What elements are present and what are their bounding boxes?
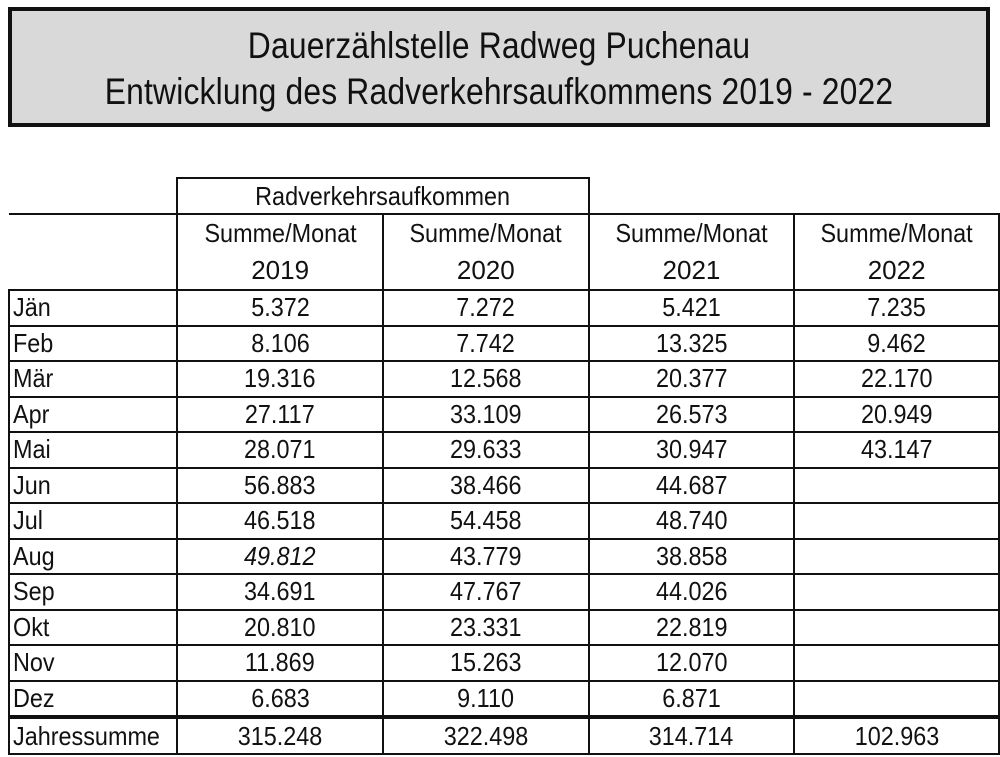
value-cell <box>794 574 999 610</box>
month-label: Jul <box>9 503 177 539</box>
traffic-table <box>8 177 1000 755</box>
month-label: Sep <box>9 574 177 610</box>
table-row <box>9 326 999 362</box>
column-header-2022: Summe/Monat 2022 <box>794 214 999 290</box>
month-label: Aug <box>9 539 177 575</box>
value-cell: 7.272 <box>383 290 589 326</box>
value-cell: 30.947 <box>589 432 795 468</box>
value-cell: 49.812 <box>177 539 383 575</box>
value-cell: 44.687 <box>589 468 795 504</box>
value-cell: 23.331 <box>383 610 589 646</box>
value-cell: 38.858 <box>589 539 795 575</box>
table-row <box>9 610 999 646</box>
table-row <box>9 574 999 610</box>
table-row <box>9 681 999 718</box>
table-row <box>9 539 999 575</box>
value-cell: 43.147 <box>794 432 999 468</box>
total-label: Jahressumme <box>9 717 177 754</box>
value-cell: 9.110 <box>383 681 589 718</box>
value-cell: 22.170 <box>794 361 999 397</box>
month-label: Okt <box>9 610 177 646</box>
table-row <box>9 397 999 433</box>
value-cell: 44.026 <box>589 574 795 610</box>
column-header-2020: Summe/Monat 2020 <box>383 214 589 290</box>
value-cell: 15.263 <box>383 645 589 681</box>
column-header-2019: Summe/Monat 2019 <box>177 214 383 290</box>
value-cell: 56.883 <box>177 468 383 504</box>
value-cell <box>794 681 999 718</box>
value-cell: 54.458 <box>383 503 589 539</box>
table-row <box>9 432 999 468</box>
title-box <box>8 7 990 127</box>
value-cell: 13.325 <box>589 326 795 362</box>
value-cell: 7.235 <box>794 290 999 326</box>
month-label: Feb <box>9 326 177 362</box>
month-header-cell <box>9 214 177 290</box>
value-cell: 19.316 <box>177 361 383 397</box>
value-cell: 6.871 <box>589 681 795 718</box>
month-label: Mär <box>9 361 177 397</box>
value-cell: 38.466 <box>383 468 589 504</box>
table-row <box>9 503 999 539</box>
value-cell: 33.109 <box>383 397 589 433</box>
value-cell: 34.691 <box>177 574 383 610</box>
value-cell: 48.740 <box>589 503 795 539</box>
total-value: 102.963 <box>794 717 999 754</box>
value-cell: 43.779 <box>383 539 589 575</box>
value-cell: 12.568 <box>383 361 589 397</box>
value-cell: 9.462 <box>794 326 999 362</box>
value-cell: 29.633 <box>383 432 589 468</box>
total-value: 322.498 <box>383 717 589 754</box>
month-label: Dez <box>9 681 177 718</box>
value-cell: 20.810 <box>177 610 383 646</box>
table-row <box>9 361 999 397</box>
month-label: Jän <box>9 290 177 326</box>
value-cell: 28.071 <box>177 432 383 468</box>
value-cell: 27.117 <box>177 397 383 433</box>
value-cell: 8.106 <box>177 326 383 362</box>
title-line-2: Entwicklung des Radverkehrsaufkommens 2019 - 2022 <box>104 71 894 112</box>
value-cell: 46.518 <box>177 503 383 539</box>
value-cell <box>794 645 999 681</box>
month-label: Nov <box>9 645 177 681</box>
column-header-2021: Summe/Monat 2021 <box>589 214 795 290</box>
value-cell: 20.949 <box>794 397 999 433</box>
group-header: Radverkehrsaufkommen <box>177 178 588 214</box>
value-cell: 6.683 <box>177 681 383 718</box>
month-label: Mai <box>9 432 177 468</box>
title-line-1: Dauerzählstelle Radweg Puchenau <box>247 25 751 66</box>
total-value: 315.248 <box>177 717 383 754</box>
value-cell: 5.372 <box>177 290 383 326</box>
value-cell <box>794 610 999 646</box>
table-row <box>9 645 999 681</box>
value-cell: 22.819 <box>589 610 795 646</box>
table-row <box>9 468 999 504</box>
month-label: Jun <box>9 468 177 504</box>
group-header-empty <box>589 178 999 214</box>
value-cell: 26.573 <box>589 397 795 433</box>
value-cell <box>794 539 999 575</box>
total-row <box>9 717 999 754</box>
total-value: 314.714 <box>589 717 795 754</box>
value-cell: 12.070 <box>589 645 795 681</box>
value-cell: 47.767 <box>383 574 589 610</box>
corner-cell <box>9 178 177 214</box>
value-cell <box>794 503 999 539</box>
value-cell: 20.377 <box>589 361 795 397</box>
value-cell <box>794 468 999 504</box>
value-cell: 5.421 <box>589 290 795 326</box>
value-cell: 11.869 <box>177 645 383 681</box>
table-row <box>9 290 999 326</box>
month-label: Apr <box>9 397 177 433</box>
value-cell: 7.742 <box>383 326 589 362</box>
